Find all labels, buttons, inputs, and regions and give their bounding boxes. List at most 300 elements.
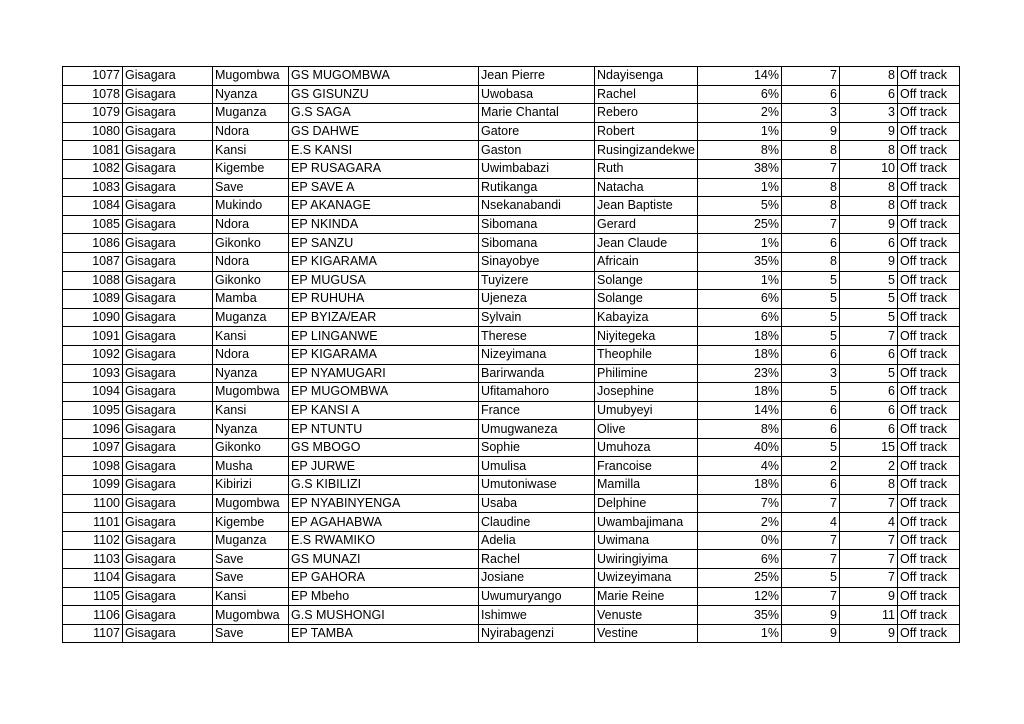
sector-cell[interactable]: Nyanza [213, 364, 289, 383]
first-name-cell[interactable]: Josiane [479, 569, 595, 588]
score-a-cell[interactable]: 8 [781, 178, 839, 197]
district-cell[interactable]: Gisagara [123, 122, 213, 141]
school-cell[interactable]: EP LINGANWE [289, 327, 479, 346]
percentage-cell[interactable]: 2% [697, 104, 781, 123]
first-name-cell[interactable]: Rutikanga [479, 178, 595, 197]
last-name-cell[interactable]: Marie Reine [595, 587, 698, 606]
score-a-cell[interactable]: 7 [781, 550, 839, 569]
status-cell[interactable]: Off track [897, 252, 959, 271]
percentage-cell[interactable]: 23% [697, 364, 781, 383]
percentage-cell[interactable]: 35% [697, 606, 781, 625]
sector-cell[interactable]: Gikonko [213, 271, 289, 290]
last-name-cell[interactable]: Theophile [595, 345, 698, 364]
score-a-cell[interactable]: 8 [781, 252, 839, 271]
status-cell[interactable]: Off track [897, 197, 959, 216]
school-cell[interactable]: EP KIGARAMA [289, 252, 479, 271]
sector-cell[interactable]: Mugombwa [213, 67, 289, 86]
sector-cell[interactable]: Mamba [213, 290, 289, 309]
school-cell[interactable]: EP MUGOMBWA [289, 383, 479, 402]
percentage-cell[interactable]: 25% [697, 215, 781, 234]
score-b-cell[interactable]: 8 [839, 197, 897, 216]
sector-cell[interactable]: Muganza [213, 104, 289, 123]
first-name-cell[interactable]: Jean Pierre [479, 67, 595, 86]
status-cell[interactable]: Off track [897, 122, 959, 141]
district-cell[interactable]: Gisagara [123, 438, 213, 457]
score-b-cell[interactable]: 6 [839, 401, 897, 420]
last-name-cell[interactable]: Delphine [595, 494, 698, 513]
score-a-cell[interactable]: 8 [781, 141, 839, 160]
sector-cell[interactable]: Save [213, 550, 289, 569]
score-a-cell[interactable]: 5 [781, 383, 839, 402]
sector-cell[interactable]: Mugombwa [213, 494, 289, 513]
status-cell[interactable]: Off track [897, 438, 959, 457]
score-a-cell[interactable]: 4 [781, 513, 839, 532]
score-b-cell[interactable]: 5 [839, 364, 897, 383]
score-a-cell[interactable]: 6 [781, 420, 839, 439]
row-number-cell[interactable]: 1088 [63, 271, 123, 290]
district-cell[interactable]: Gisagara [123, 67, 213, 86]
percentage-cell[interactable]: 1% [697, 271, 781, 290]
school-cell[interactable]: GS MUGOMBWA [289, 67, 479, 86]
first-name-cell[interactable]: Sophie [479, 438, 595, 457]
sector-cell[interactable]: Kigembe [213, 159, 289, 178]
sector-cell[interactable]: Save [213, 624, 289, 643]
percentage-cell[interactable]: 0% [697, 531, 781, 550]
sector-cell[interactable]: Mukindo [213, 197, 289, 216]
score-a-cell[interactable]: 2 [781, 457, 839, 476]
first-name-cell[interactable]: Sibomana [479, 215, 595, 234]
first-name-cell[interactable]: Nyirabagenzi [479, 624, 595, 643]
first-name-cell[interactable]: Sylvain [479, 308, 595, 327]
row-number-cell[interactable]: 1082 [63, 159, 123, 178]
district-cell[interactable]: Gisagara [123, 234, 213, 253]
school-cell[interactable]: GS GISUNZU [289, 85, 479, 104]
row-number-cell[interactable]: 1091 [63, 327, 123, 346]
percentage-cell[interactable]: 18% [697, 327, 781, 346]
score-b-cell[interactable]: 3 [839, 104, 897, 123]
last-name-cell[interactable]: Gerard [595, 215, 698, 234]
status-cell[interactable]: Off track [897, 271, 959, 290]
district-cell[interactable]: Gisagara [123, 104, 213, 123]
first-name-cell[interactable]: Tuyizere [479, 271, 595, 290]
first-name-cell[interactable]: Nizeyimana [479, 345, 595, 364]
last-name-cell[interactable]: Uwiringiyima [595, 550, 698, 569]
score-a-cell[interactable]: 9 [781, 624, 839, 643]
row-number-cell[interactable]: 1080 [63, 122, 123, 141]
school-cell[interactable]: EP KANSI A [289, 401, 479, 420]
school-cell[interactable]: G.S MUSHONGI [289, 606, 479, 625]
status-cell[interactable]: Off track [897, 327, 959, 346]
percentage-cell[interactable]: 12% [697, 587, 781, 606]
last-name-cell[interactable]: Uwambajimana [595, 513, 698, 532]
row-number-cell[interactable]: 1089 [63, 290, 123, 309]
first-name-cell[interactable]: Umugwaneza [479, 420, 595, 439]
sector-cell[interactable]: Mugombwa [213, 383, 289, 402]
last-name-cell[interactable]: Uwizeyimana [595, 569, 698, 588]
district-cell[interactable]: Gisagara [123, 327, 213, 346]
row-number-cell[interactable]: 1105 [63, 587, 123, 606]
school-cell[interactable]: EP MUGUSA [289, 271, 479, 290]
row-number-cell[interactable]: 1084 [63, 197, 123, 216]
last-name-cell[interactable]: Natacha [595, 178, 698, 197]
status-cell[interactable]: Off track [897, 364, 959, 383]
district-cell[interactable]: Gisagara [123, 587, 213, 606]
sector-cell[interactable]: Ndora [213, 252, 289, 271]
status-cell[interactable]: Off track [897, 420, 959, 439]
district-cell[interactable]: Gisagara [123, 383, 213, 402]
row-number-cell[interactable]: 1086 [63, 234, 123, 253]
percentage-cell[interactable]: 25% [697, 569, 781, 588]
row-number-cell[interactable]: 1083 [63, 178, 123, 197]
percentage-cell[interactable]: 1% [697, 178, 781, 197]
first-name-cell[interactable]: Sibomana [479, 234, 595, 253]
first-name-cell[interactable]: Ishimwe [479, 606, 595, 625]
percentage-cell[interactable]: 1% [697, 624, 781, 643]
row-number-cell[interactable]: 1102 [63, 531, 123, 550]
first-name-cell[interactable]: Rachel [479, 550, 595, 569]
score-a-cell[interactable]: 7 [781, 67, 839, 86]
row-number-cell[interactable]: 1078 [63, 85, 123, 104]
score-b-cell[interactable]: 4 [839, 513, 897, 532]
district-cell[interactable]: Gisagara [123, 345, 213, 364]
sector-cell[interactable]: Nyanza [213, 420, 289, 439]
sector-cell[interactable]: Musha [213, 457, 289, 476]
status-cell[interactable]: Off track [897, 290, 959, 309]
last-name-cell[interactable]: Solange [595, 271, 698, 290]
district-cell[interactable]: Gisagara [123, 85, 213, 104]
percentage-cell[interactable]: 4% [697, 457, 781, 476]
status-cell[interactable]: Off track [897, 476, 959, 495]
sector-cell[interactable]: Ndora [213, 122, 289, 141]
percentage-cell[interactable]: 14% [697, 401, 781, 420]
row-number-cell[interactable]: 1100 [63, 494, 123, 513]
school-cell[interactable]: EP GAHORA [289, 569, 479, 588]
school-cell[interactable]: EP AGAHABWA [289, 513, 479, 532]
score-b-cell[interactable]: 10 [839, 159, 897, 178]
status-cell[interactable]: Off track [897, 606, 959, 625]
district-cell[interactable]: Gisagara [123, 290, 213, 309]
row-number-cell[interactable]: 1085 [63, 215, 123, 234]
row-number-cell[interactable]: 1094 [63, 383, 123, 402]
last-name-cell[interactable]: Jean Baptiste [595, 197, 698, 216]
school-cell[interactable]: EP TAMBA [289, 624, 479, 643]
last-name-cell[interactable]: Jean Claude [595, 234, 698, 253]
score-a-cell[interactable]: 9 [781, 122, 839, 141]
score-b-cell[interactable]: 2 [839, 457, 897, 476]
sector-cell[interactable]: Nyanza [213, 85, 289, 104]
percentage-cell[interactable]: 18% [697, 345, 781, 364]
status-cell[interactable]: Off track [897, 494, 959, 513]
percentage-cell[interactable]: 7% [697, 494, 781, 513]
percentage-cell[interactable]: 18% [697, 476, 781, 495]
score-a-cell[interactable]: 7 [781, 587, 839, 606]
score-a-cell[interactable]: 6 [781, 401, 839, 420]
percentage-cell[interactable]: 35% [697, 252, 781, 271]
percentage-cell[interactable]: 6% [697, 550, 781, 569]
first-name-cell[interactable]: Marie Chantal [479, 104, 595, 123]
school-cell[interactable]: E.S RWAMIKO [289, 531, 479, 550]
sector-cell[interactable]: Ndora [213, 345, 289, 364]
first-name-cell[interactable]: Uwobasa [479, 85, 595, 104]
last-name-cell[interactable]: Uwimana [595, 531, 698, 550]
score-a-cell[interactable]: 8 [781, 197, 839, 216]
score-b-cell[interactable]: 7 [839, 550, 897, 569]
district-cell[interactable]: Gisagara [123, 420, 213, 439]
status-cell[interactable]: Off track [897, 569, 959, 588]
row-number-cell[interactable]: 1093 [63, 364, 123, 383]
status-cell[interactable]: Off track [897, 401, 959, 420]
last-name-cell[interactable]: Rebero [595, 104, 698, 123]
status-cell[interactable]: Off track [897, 67, 959, 86]
score-b-cell[interactable]: 9 [839, 215, 897, 234]
last-name-cell[interactable]: Rusingizandekwe [595, 141, 698, 160]
first-name-cell[interactable]: France [479, 401, 595, 420]
percentage-cell[interactable]: 5% [697, 197, 781, 216]
sector-cell[interactable]: Ndora [213, 215, 289, 234]
last-name-cell[interactable]: Kabayiza [595, 308, 698, 327]
sector-cell[interactable]: Kigembe [213, 513, 289, 532]
sector-cell[interactable]: Kansi [213, 401, 289, 420]
score-a-cell[interactable]: 9 [781, 606, 839, 625]
school-cell[interactable]: EP NYAMUGARI [289, 364, 479, 383]
score-a-cell[interactable]: 6 [781, 234, 839, 253]
first-name-cell[interactable]: Gaston [479, 141, 595, 160]
score-b-cell[interactable]: 7 [839, 569, 897, 588]
score-a-cell[interactable]: 6 [781, 345, 839, 364]
status-cell[interactable]: Off track [897, 141, 959, 160]
score-a-cell[interactable]: 3 [781, 364, 839, 383]
sector-cell[interactable]: Kansi [213, 587, 289, 606]
status-cell[interactable]: Off track [897, 513, 959, 532]
first-name-cell[interactable]: Nsekanabandi [479, 197, 595, 216]
last-name-cell[interactable]: Umubyeyi [595, 401, 698, 420]
district-cell[interactable]: Gisagara [123, 624, 213, 643]
score-b-cell[interactable]: 7 [839, 327, 897, 346]
district-cell[interactable]: Gisagara [123, 513, 213, 532]
score-b-cell[interactable]: 5 [839, 308, 897, 327]
district-cell[interactable]: Gisagara [123, 271, 213, 290]
score-b-cell[interactable]: 9 [839, 252, 897, 271]
score-b-cell[interactable]: 8 [839, 67, 897, 86]
score-b-cell[interactable]: 8 [839, 476, 897, 495]
score-a-cell[interactable]: 3 [781, 104, 839, 123]
school-cell[interactable]: E.S KANSI [289, 141, 479, 160]
score-b-cell[interactable]: 9 [839, 122, 897, 141]
score-b-cell[interactable]: 9 [839, 587, 897, 606]
status-cell[interactable]: Off track [897, 624, 959, 643]
last-name-cell[interactable]: Niyitegeka [595, 327, 698, 346]
first-name-cell[interactable]: Adelia [479, 531, 595, 550]
school-cell[interactable]: GS MUNAZI [289, 550, 479, 569]
last-name-cell[interactable]: Philimine [595, 364, 698, 383]
district-cell[interactable]: Gisagara [123, 550, 213, 569]
percentage-cell[interactable]: 8% [697, 141, 781, 160]
score-a-cell[interactable]: 7 [781, 159, 839, 178]
school-cell[interactable]: EP RUSAGARA [289, 159, 479, 178]
school-cell[interactable]: G.S KIBILIZI [289, 476, 479, 495]
school-cell[interactable]: EP SAVE A [289, 178, 479, 197]
last-name-cell[interactable]: Ruth [595, 159, 698, 178]
district-cell[interactable]: Gisagara [123, 141, 213, 160]
score-b-cell[interactable]: 6 [839, 383, 897, 402]
row-number-cell[interactable]: 1079 [63, 104, 123, 123]
score-a-cell[interactable]: 6 [781, 85, 839, 104]
percentage-cell[interactable]: 6% [697, 85, 781, 104]
score-a-cell[interactable]: 7 [781, 531, 839, 550]
row-number-cell[interactable]: 1098 [63, 457, 123, 476]
school-cell[interactable]: EP NKINDA [289, 215, 479, 234]
first-name-cell[interactable]: Umulisa [479, 457, 595, 476]
school-cell[interactable]: EP AKANAGE [289, 197, 479, 216]
row-number-cell[interactable]: 1104 [63, 569, 123, 588]
school-cell[interactable]: EP NTUNTU [289, 420, 479, 439]
row-number-cell[interactable]: 1092 [63, 345, 123, 364]
percentage-cell[interactable]: 14% [697, 67, 781, 86]
sector-cell[interactable]: Gikonko [213, 438, 289, 457]
status-cell[interactable]: Off track [897, 383, 959, 402]
last-name-cell[interactable]: Umuhoza [595, 438, 698, 457]
first-name-cell[interactable]: Uwumuryango [479, 587, 595, 606]
first-name-cell[interactable]: Gatore [479, 122, 595, 141]
status-cell[interactable]: Off track [897, 308, 959, 327]
row-number-cell[interactable]: 1090 [63, 308, 123, 327]
first-name-cell[interactable]: Ujeneza [479, 290, 595, 309]
score-b-cell[interactable]: 6 [839, 420, 897, 439]
score-a-cell[interactable]: 5 [781, 271, 839, 290]
percentage-cell[interactable]: 1% [697, 122, 781, 141]
last-name-cell[interactable]: Olive [595, 420, 698, 439]
last-name-cell[interactable]: Mamilla [595, 476, 698, 495]
last-name-cell[interactable]: Ndayisenga [595, 67, 698, 86]
status-cell[interactable]: Off track [897, 85, 959, 104]
row-number-cell[interactable]: 1106 [63, 606, 123, 625]
row-number-cell[interactable]: 1081 [63, 141, 123, 160]
first-name-cell[interactable]: Barirwanda [479, 364, 595, 383]
percentage-cell[interactable]: 40% [697, 438, 781, 457]
score-b-cell[interactable]: 7 [839, 494, 897, 513]
row-number-cell[interactable]: 1095 [63, 401, 123, 420]
sector-cell[interactable]: Mugombwa [213, 606, 289, 625]
percentage-cell[interactable]: 1% [697, 234, 781, 253]
score-b-cell[interactable]: 15 [839, 438, 897, 457]
district-cell[interactable]: Gisagara [123, 215, 213, 234]
row-number-cell[interactable]: 1107 [63, 624, 123, 643]
first-name-cell[interactable]: Uwimbabazi [479, 159, 595, 178]
district-cell[interactable]: Gisagara [123, 606, 213, 625]
score-a-cell[interactable]: 5 [781, 290, 839, 309]
district-cell[interactable]: Gisagara [123, 531, 213, 550]
sector-cell[interactable]: Muganza [213, 308, 289, 327]
district-cell[interactable]: Gisagara [123, 494, 213, 513]
score-a-cell[interactable]: 5 [781, 308, 839, 327]
sector-cell[interactable]: Muganza [213, 531, 289, 550]
school-cell[interactable]: EP BYIZA/EAR [289, 308, 479, 327]
school-cell[interactable]: G.S SAGA [289, 104, 479, 123]
row-number-cell[interactable]: 1087 [63, 252, 123, 271]
district-cell[interactable]: Gisagara [123, 401, 213, 420]
sector-cell[interactable]: Kansi [213, 327, 289, 346]
percentage-cell[interactable]: 8% [697, 420, 781, 439]
school-cell[interactable]: EP RUHUHA [289, 290, 479, 309]
first-name-cell[interactable]: Claudine [479, 513, 595, 532]
district-cell[interactable]: Gisagara [123, 308, 213, 327]
score-a-cell[interactable]: 7 [781, 494, 839, 513]
first-name-cell[interactable]: Sinayobye [479, 252, 595, 271]
last-name-cell[interactable]: Solange [595, 290, 698, 309]
score-b-cell[interactable]: 5 [839, 290, 897, 309]
score-b-cell[interactable]: 9 [839, 624, 897, 643]
status-cell[interactable]: Off track [897, 104, 959, 123]
sector-cell[interactable]: Gikonko [213, 234, 289, 253]
sector-cell[interactable]: Kansi [213, 141, 289, 160]
last-name-cell[interactable]: Josephine [595, 383, 698, 402]
score-b-cell[interactable]: 7 [839, 531, 897, 550]
last-name-cell[interactable]: Venuste [595, 606, 698, 625]
status-cell[interactable]: Off track [897, 587, 959, 606]
school-cell[interactable]: GS MBOGO [289, 438, 479, 457]
percentage-cell[interactable]: 6% [697, 308, 781, 327]
score-b-cell[interactable]: 8 [839, 141, 897, 160]
percentage-cell[interactable]: 38% [697, 159, 781, 178]
first-name-cell[interactable]: Ufitamahoro [479, 383, 595, 402]
score-b-cell[interactable]: 8 [839, 178, 897, 197]
score-a-cell[interactable]: 7 [781, 215, 839, 234]
first-name-cell[interactable]: Therese [479, 327, 595, 346]
last-name-cell[interactable]: Rachel [595, 85, 698, 104]
sector-cell[interactable]: Kibirizi [213, 476, 289, 495]
last-name-cell[interactable]: Vestine [595, 624, 698, 643]
district-cell[interactable]: Gisagara [123, 457, 213, 476]
score-b-cell[interactable]: 6 [839, 345, 897, 364]
last-name-cell[interactable]: Francoise [595, 457, 698, 476]
row-number-cell[interactable]: 1096 [63, 420, 123, 439]
status-cell[interactable]: Off track [897, 345, 959, 364]
status-cell[interactable]: Off track [897, 178, 959, 197]
last-name-cell[interactable]: Robert [595, 122, 698, 141]
score-a-cell[interactable]: 6 [781, 476, 839, 495]
score-b-cell[interactable]: 5 [839, 271, 897, 290]
row-number-cell[interactable]: 1097 [63, 438, 123, 457]
score-a-cell[interactable]: 5 [781, 569, 839, 588]
first-name-cell[interactable]: Umutoniwase [479, 476, 595, 495]
sector-cell[interactable]: Save [213, 569, 289, 588]
school-cell[interactable]: EP SANZU [289, 234, 479, 253]
school-cell[interactable]: EP JURWE [289, 457, 479, 476]
row-number-cell[interactable]: 1099 [63, 476, 123, 495]
status-cell[interactable]: Off track [897, 234, 959, 253]
score-b-cell[interactable]: 11 [839, 606, 897, 625]
district-cell[interactable]: Gisagara [123, 197, 213, 216]
school-cell[interactable]: GS DAHWE [289, 122, 479, 141]
row-number-cell[interactable]: 1103 [63, 550, 123, 569]
status-cell[interactable]: Off track [897, 457, 959, 476]
status-cell[interactable]: Off track [897, 215, 959, 234]
score-a-cell[interactable]: 5 [781, 438, 839, 457]
district-cell[interactable]: Gisagara [123, 178, 213, 197]
status-cell[interactable]: Off track [897, 531, 959, 550]
percentage-cell[interactable]: 18% [697, 383, 781, 402]
district-cell[interactable]: Gisagara [123, 252, 213, 271]
district-cell[interactable]: Gisagara [123, 364, 213, 383]
score-b-cell[interactable]: 6 [839, 234, 897, 253]
district-cell[interactable]: Gisagara [123, 569, 213, 588]
school-cell[interactable]: EP NYABINYENGA [289, 494, 479, 513]
score-b-cell[interactable]: 6 [839, 85, 897, 104]
row-number-cell[interactable]: 1101 [63, 513, 123, 532]
district-cell[interactable]: Gisagara [123, 476, 213, 495]
district-cell[interactable]: Gisagara [123, 159, 213, 178]
score-a-cell[interactable]: 5 [781, 327, 839, 346]
